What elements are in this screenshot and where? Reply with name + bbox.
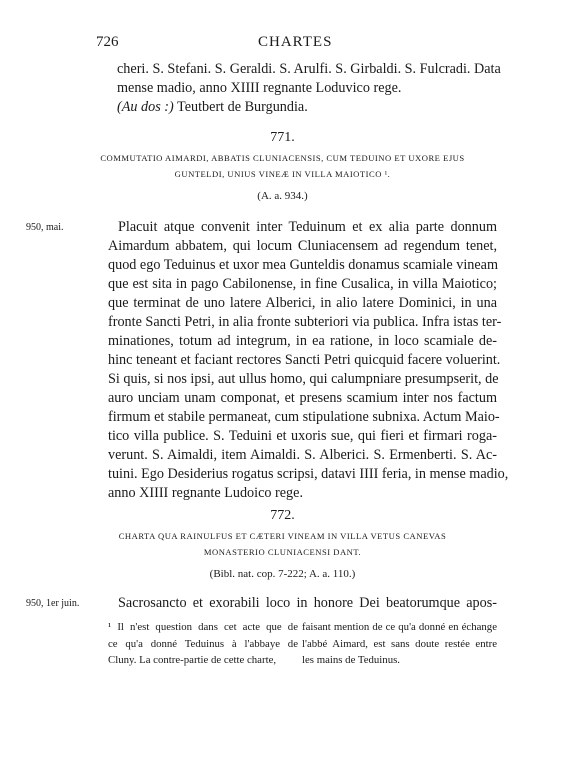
charter-772-number: 772. [270,508,295,523]
endorsement-text: Teutbert de Burgundia. [177,99,308,115]
charter-771-title-line-2: GUNTELDI, UNIUS VINEÆ IN VILLA MAIOTICO ¹. [174,169,391,179]
charter-772-date: (Bibl. nat. cop. 7-222; A. a. 110.) [209,568,356,580]
charter-771-margin-date: 950, mai. [26,222,64,233]
continuation-line-1: cheri. S. Stefani. S. Geraldi. S. Arulfi. S. Girbaldi. S. Fulcradi. Data [117,61,501,77]
charter-771-date: (A. a. 934.) [257,190,308,202]
text-line: minationes, totum ad integrum, in ea ratione, in loco scamiale de- [108,333,497,349]
charter-771-title-line-1: COMMUTATIO AIMARDI, ABBATIS CLUNIACENSIS, CUM TEDUINO ET UXORE EJUS [100,153,465,163]
endorsement-line [117,98,308,117]
charter-771-number: 771. [270,130,295,145]
footnote-line: l'abbé Aimard, est sans doute restée entre [302,637,497,650]
text-line: que est sita in pago Cabilonense, in fine Cusalica, in villa Maiotico; [108,276,497,292]
continuation-line-2: mense madio, anno XIIII regnante Loduvico rege. [117,80,402,96]
text-line: Placuit atque convenit inter Teduinum et ex alia parte donnum [118,219,497,235]
footnote-line: faisant mention de ce qu'a donné en échange [302,621,497,633]
text-line: hinc teneant et faciant rectores Sancti Petri quicquid facere voluerint. [108,352,501,368]
charter-772-title-line-1: CHARTA QUA RAINULFUS ET CÆTERI VINEAM IN VILLA VETUS CANEVAS [118,531,447,541]
text-line: Si quis, si nos ipsi, aut ullus homo, qui calumpniare presumpserit, de [108,371,499,387]
text-line: quod ego Teduinus et uxor mea Gunteldis donamus scamiale vineam [108,257,498,273]
text-line: fronte Sancti Petri, in alia fronte subteriori via publica. Infra istas ter- [108,314,502,330]
text-line: auro unciam unam componat, et presens scamium inter nos factum [108,390,497,406]
footnote-line: les mains de Teduinus. [302,654,401,666]
text-line: Aimardum abbatem, qui locum Cluniacensem ad regendum tenet, [108,238,497,254]
text-line: verunt. S. Aimaldi, item Aimaldi. S. Alberici. S. Ermenberti. S. Ac- [108,447,497,463]
page-number: 726 [96,34,119,50]
footnote-line: ¹ Il n'est question dans cet acte que de [108,621,298,633]
footnote-line: ce qu'a donné Teduinus à l'abbaye de [108,637,298,650]
charter-772-margin-date: 950, 1er juin. [26,598,80,609]
charter-772-first-line: Sacrosancto et exorabili loco in honore Dei beatorumque apos- [118,595,497,611]
text-line: tuini. Ego Desiderius rogatus scripsi, datavi IIII feria, in mense madio, [108,466,509,482]
running-title: CHARTES [258,34,333,50]
text-line: anno XIIII regnante Ludoico rege. [108,485,303,501]
text-line: firmum et stabile permaneat, cum stipulatione subnixa. Actum Maio- [108,409,500,425]
footnote-right-column [302,619,497,669]
text-line: que terminat de uno latere Alberici, in alio latere Dominici, in una [108,295,497,311]
endorsement-label: (Au dos :) [117,99,174,115]
footnote-left-column [108,619,298,669]
charter-772-title-line-2: MONASTERIO CLUNIACENSI DANT. [203,547,362,557]
text-line: tico villa publice. S. Teduini et uxoris sue, qui fieri et firmari roga- [108,428,497,444]
footnote-line: Cluny. La contre-partie de cette charte, [108,654,277,666]
